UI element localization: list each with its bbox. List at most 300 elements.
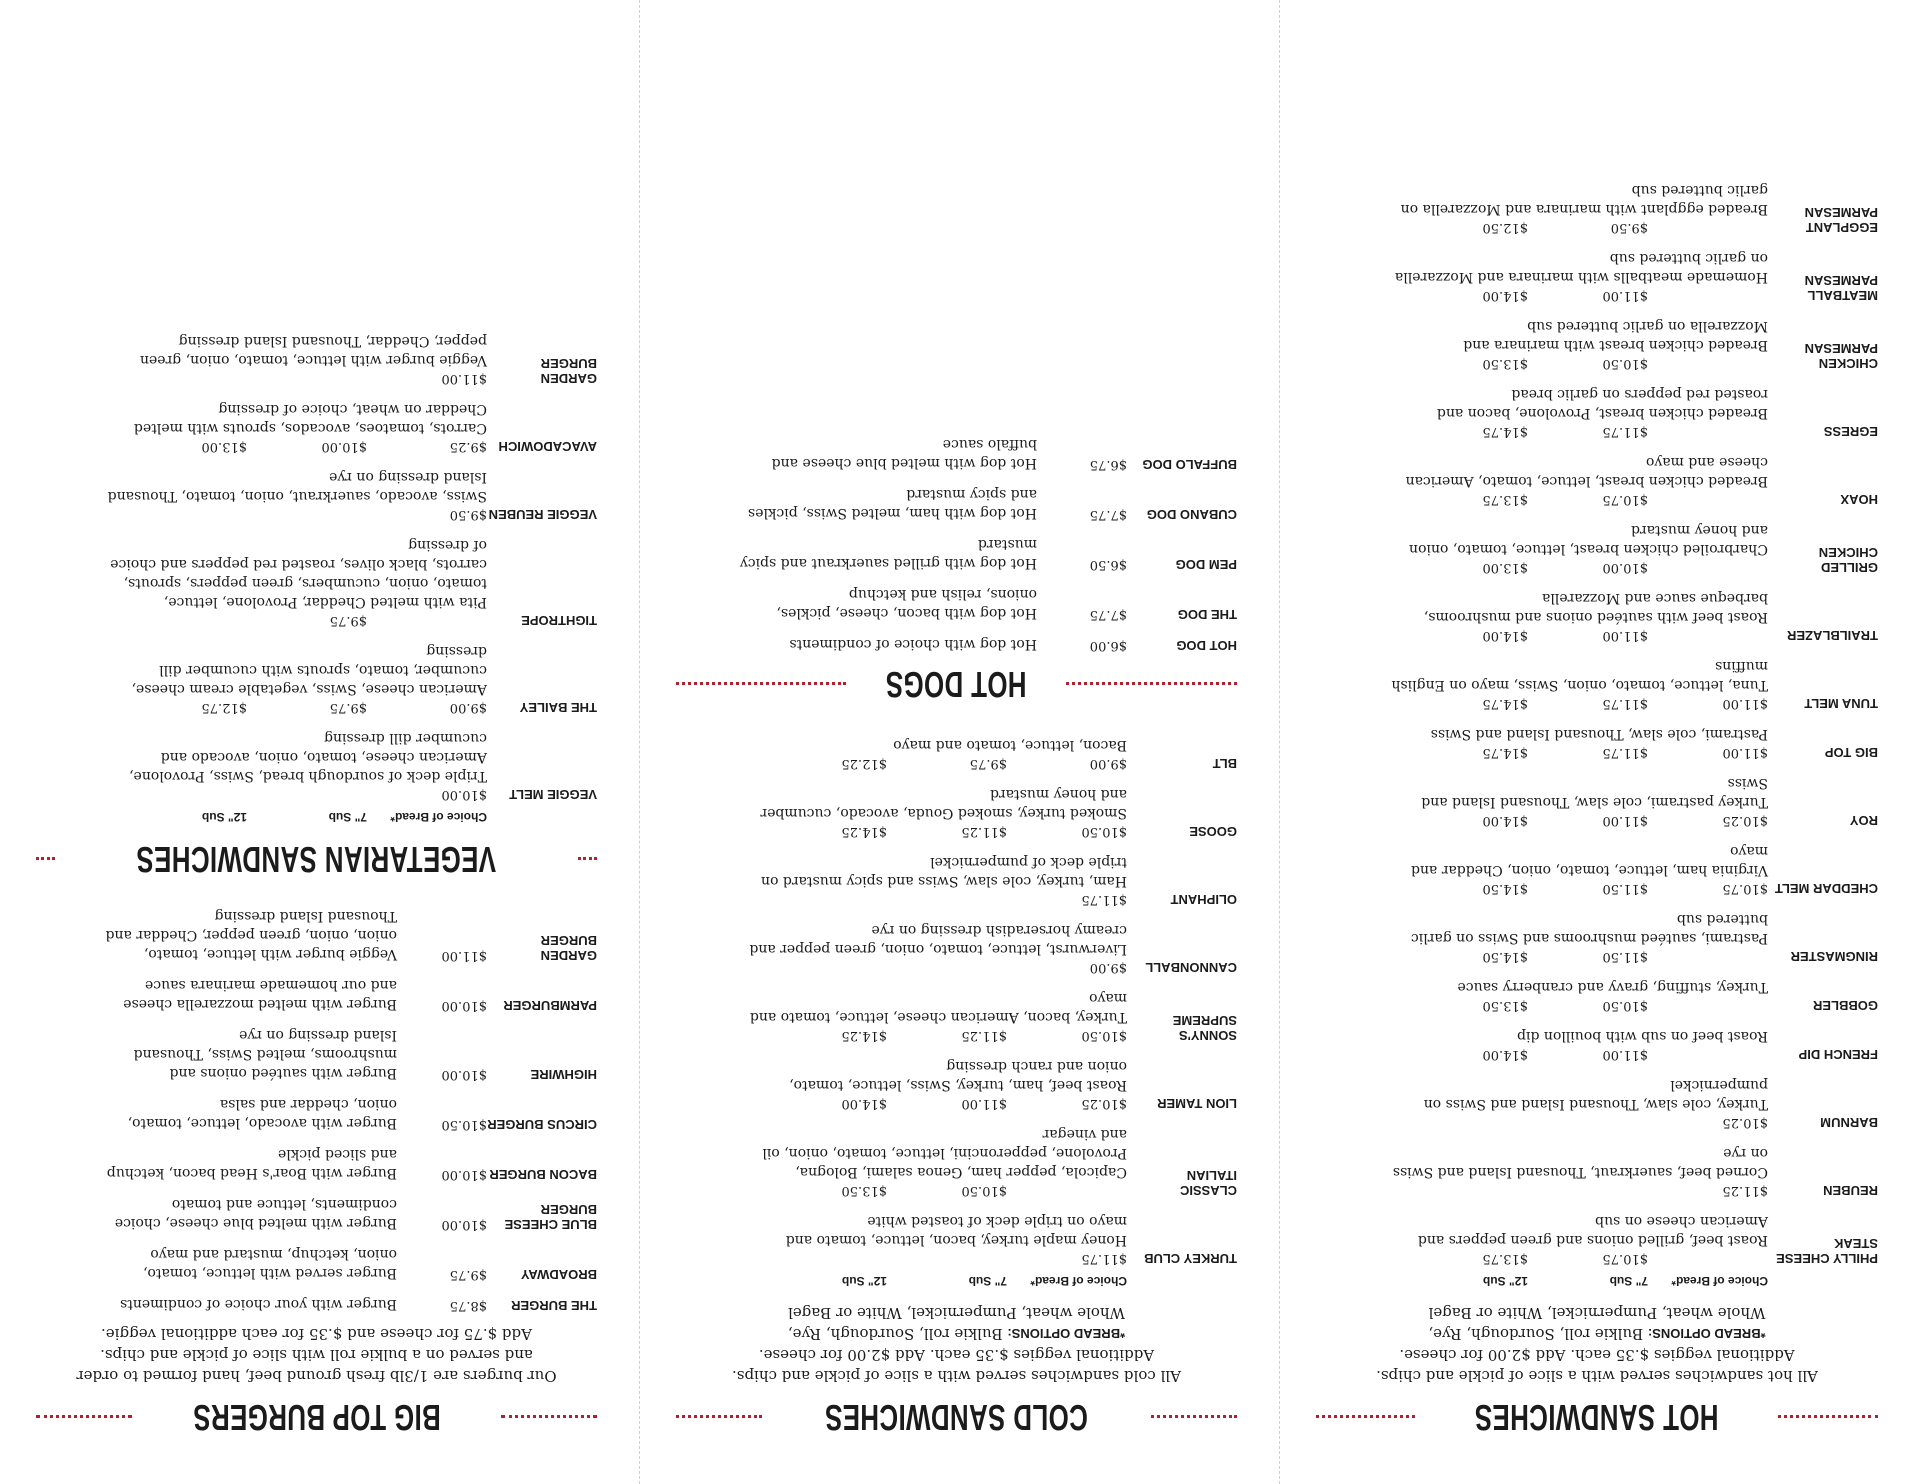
- column-header: 7" Sub: [328, 810, 367, 824]
- item-price: $11.00: [1722, 745, 1768, 760]
- item-price: [767, 892, 887, 907]
- price-column-headers: [676, 1274, 1237, 1288]
- item-prices: [1316, 424, 1768, 439]
- item-price: $9.00: [1089, 960, 1127, 975]
- item-name: RINGMASTER: [1790, 949, 1878, 964]
- item-price: $11.25: [1722, 1183, 1768, 1198]
- item-name: PHILLY CHEESE STEAK: [1776, 1236, 1878, 1266]
- item-prices: [1316, 998, 1768, 1013]
- item-name: TUNA MELT: [1804, 696, 1878, 711]
- item-description: Capicola, pepper ham, Genoa salami, Bologna, Provolone, pepperoncini, lettuce, tomato, onion, oil and vinegar: [762, 1126, 1127, 1180]
- item-prices: [676, 824, 1127, 839]
- column-header: Choice of Bread*: [390, 810, 487, 824]
- item-price: [887, 892, 1007, 907]
- menu-item: [676, 784, 1237, 839]
- intro-line: Our burgers are 1/3lb fresh ground beef, hand formed to order: [76, 1367, 557, 1385]
- menu-item: [36, 1244, 597, 1282]
- item-name: OLIPHANT: [1170, 892, 1237, 907]
- item-description: Roast beef, ham, turkey, Swiss, lettuce, tomato, onion and ranch dressing: [789, 1058, 1127, 1093]
- dotted-rule: [578, 858, 597, 861]
- burger-list: [36, 906, 597, 1313]
- dotted-rule: [676, 683, 847, 686]
- item-name: ROY: [1849, 813, 1878, 828]
- item-description: Hot dog with choice of condiments: [789, 636, 1037, 652]
- item-description: Pastrami, cole slaw, Thousand Island and Swiss: [1430, 726, 1768, 742]
- section-intro: [46, 1323, 587, 1386]
- item-price: $9.50: [1610, 220, 1648, 235]
- menu-item: [36, 1094, 597, 1132]
- item-details: [1316, 1143, 1768, 1198]
- item-price: $14.75: [1482, 745, 1528, 760]
- item-description: Burger with your choice of condiments: [120, 1296, 397, 1312]
- item-details: [1316, 452, 1768, 507]
- item-description: Breaded chicken breast, lettuce, tomato, American cheese and mayo: [1405, 454, 1768, 489]
- menu-item: [1316, 977, 1878, 1013]
- menu-item: [676, 735, 1237, 771]
- item-details: [676, 735, 1127, 771]
- item-price: $13.50: [1482, 998, 1528, 1013]
- item-price: [1648, 424, 1768, 439]
- item-name: BUFFALO DOG: [1142, 457, 1237, 472]
- dotted-rule: [1067, 683, 1238, 686]
- item-description: Hot dog with grilled sauerkraut and spicy mustard: [739, 536, 1037, 571]
- menu-item: [1316, 724, 1878, 760]
- item-details: [36, 467, 487, 522]
- item-details: [1316, 520, 1768, 575]
- item-price: $10.50: [1081, 1028, 1127, 1043]
- menu-item: [676, 1124, 1237, 1198]
- item-price: $9.25: [449, 439, 487, 454]
- item-price: $10.50: [1602, 998, 1648, 1013]
- item-prices: [36, 507, 487, 522]
- big-top-burgers-header: [36, 1396, 597, 1438]
- spacer: [1127, 1274, 1237, 1288]
- hot-dogs-header: [676, 663, 1237, 705]
- item-name: BACON BURGER: [489, 1167, 597, 1182]
- item-price: [127, 613, 247, 628]
- item-prices: [1316, 1115, 1768, 1130]
- menu-item: [36, 975, 597, 1013]
- column-header: Choice of Bread*: [1030, 1274, 1127, 1288]
- price-column-headers: [36, 810, 597, 824]
- menu-item: [1316, 841, 1878, 896]
- item-details: [1316, 1075, 1768, 1130]
- menu-item: [1316, 909, 1878, 964]
- item-prices: [1316, 288, 1768, 303]
- item-description: Burger with sautéed onions and mushrooms, melted Swiss, Thousand Island dressing on rye: [133, 1027, 397, 1081]
- item-description: Roast beef, grilled onions and green peppers and American cheese on sub: [1417, 1213, 1768, 1248]
- vegetarian-list: [36, 331, 597, 802]
- item-price: $11.75: [1602, 424, 1648, 439]
- item-price: $14.50: [1482, 881, 1528, 896]
- item-details: [1316, 977, 1768, 1013]
- item-name: GOBBLER: [1813, 998, 1878, 1013]
- item-price: [1648, 288, 1768, 303]
- item-description: Breaded chicken breast with marinara and Mozzarella on garlic buttered sub: [1463, 318, 1768, 353]
- item-price: $14.00: [1482, 1047, 1528, 1062]
- item-details: [676, 852, 1127, 907]
- item-description: Liverwurst, lettuce, tomato, onion, green pepper and creamy horseradish dressing on rye: [749, 922, 1127, 957]
- item-price: [1528, 1115, 1648, 1130]
- item-details: [36, 728, 487, 802]
- item-description: Smoked turkey, smoked Gouda, avocado, cucumber and honey mustard: [760, 786, 1127, 821]
- menu-item: [1316, 248, 1878, 303]
- dotted-rule: [501, 1416, 597, 1419]
- item-price: $9.75: [329, 613, 367, 628]
- item-price: $9.50: [449, 507, 487, 522]
- item-price: [767, 1251, 887, 1266]
- item-name: CHICKEN PARMESAN: [1804, 341, 1878, 371]
- item-name: BARNUM: [1820, 1115, 1878, 1130]
- dotted-rule: [1151, 1416, 1237, 1419]
- menu-item: [1316, 656, 1878, 711]
- column-header: 12" Sub: [201, 810, 247, 824]
- item-price: $8.75: [449, 1298, 487, 1313]
- item-price: $14.25: [841, 824, 887, 839]
- item-description: Pita with melted Cheddar, Provolone, lettuce, tomato, onion, cucumbers, green peppers, sprouts, carrots, black olives, roasted red peppers and choice of dressing: [110, 537, 487, 610]
- item-price: [247, 507, 367, 522]
- item-prices: [36, 787, 487, 802]
- item-name: TRAILBLAZER: [1787, 628, 1878, 643]
- item-price: $14.00: [1482, 628, 1528, 643]
- item-name: BROADWAY: [520, 1267, 597, 1282]
- panel-cold-sandwiches: [640, 0, 1280, 1484]
- item-details: [1316, 1026, 1768, 1062]
- item-details: [1316, 384, 1768, 439]
- item-details: [676, 784, 1127, 839]
- item-price: $13.75: [1482, 1251, 1528, 1266]
- item-price: $10.50: [441, 1117, 487, 1132]
- item-price: $10.50: [1081, 824, 1127, 839]
- item-details: [676, 988, 1127, 1043]
- item-prices: [36, 371, 487, 386]
- item-price: $11.00: [441, 948, 487, 963]
- item-details: [36, 641, 487, 715]
- item-prices: [1316, 220, 1768, 235]
- item-prices: [1316, 356, 1768, 371]
- item-price: $14.00: [1482, 813, 1528, 828]
- menu-item: [676, 634, 1237, 653]
- item-description: Turkey pastrami, cole slaw, Thousand Island and Swiss: [1421, 775, 1768, 810]
- item-details: [1316, 909, 1768, 964]
- price-column-headers: [1316, 1274, 1878, 1288]
- section-title: HOT DOGS: [885, 664, 1028, 705]
- item-description: Burger with melted mozzarella cheese and our homemade marinara sauce: [123, 977, 397, 1012]
- big-top-burgers-section: [36, 906, 597, 1438]
- column-header: 7" Sub: [1609, 1274, 1648, 1288]
- item-price: [1648, 492, 1768, 507]
- cold-sandwich-list: [676, 735, 1237, 1266]
- item-details: [676, 1124, 1127, 1198]
- item-details: [1316, 180, 1768, 235]
- item-price: $14.75: [1482, 424, 1528, 439]
- item-price: [1648, 1251, 1768, 1266]
- bread-options: [686, 1323, 1227, 1344]
- item-details: [1316, 773, 1768, 828]
- item-price: $11.00: [1602, 288, 1648, 303]
- item-price: $7.75: [1089, 607, 1127, 622]
- item-details: [1316, 656, 1768, 711]
- bread-options: [1326, 1323, 1868, 1344]
- item-price: [1408, 1183, 1528, 1198]
- item-description: Breaded chicken breast, Provolone, bacon and roasted red peppers on garlic bread: [1436, 386, 1768, 421]
- hot-sandwich-list: [1316, 180, 1878, 1266]
- item-description: Roast beef on sub with bouillon dip: [1517, 1028, 1768, 1044]
- menu-item: [676, 434, 1237, 472]
- item-price: $14.00: [1482, 288, 1528, 303]
- item-price: $10.75: [1602, 1251, 1648, 1266]
- section-title: VEGETARIAN SANDWICHES: [136, 839, 497, 880]
- item-name: MEATBALL PARMESAN: [1804, 273, 1878, 303]
- item-prices: [1316, 696, 1768, 711]
- item-details: [1316, 1211, 1768, 1266]
- item-price: $11.75: [1602, 745, 1648, 760]
- item-price: [1648, 998, 1768, 1013]
- item-description: Roast beef with sautéed onions and mushrooms, barbeque sauce and Mozzarella: [1423, 590, 1768, 625]
- item-prices: [1316, 1047, 1768, 1062]
- item-name: BLT: [1212, 756, 1237, 771]
- item-price: $11.00: [961, 1096, 1007, 1111]
- menu-item: [36, 535, 597, 628]
- item-description: Charbroiled chicken breast, lettuce, tomato, onion and honey mustard: [1409, 522, 1768, 557]
- dotted-rule: [36, 1416, 132, 1419]
- item-name: HOAX: [1840, 492, 1878, 507]
- item-name: EGGPLANT PARMESAN: [1804, 205, 1878, 235]
- menu-item: [1316, 588, 1878, 643]
- item-price: $6.00: [1089, 638, 1127, 653]
- cold-sandwiches-section: [676, 735, 1237, 1438]
- item-price: [767, 960, 887, 975]
- item-price: $9.00: [449, 700, 487, 715]
- item-price: $7.75: [1089, 507, 1127, 522]
- panel-hot-sandwiches: [1280, 0, 1920, 1484]
- item-price: $11.25: [961, 824, 1007, 839]
- item-description: Turkey, bacon, American cheese, lettuce, tomato and mayo: [749, 990, 1127, 1025]
- item-price: $9.00: [1089, 756, 1127, 771]
- bread-options-text-2: Whole wheat, Pumpernickel, White or Bagel: [1428, 1304, 1766, 1322]
- item-price: $11.00: [1602, 628, 1648, 643]
- column-header: 7" Sub: [968, 1274, 1007, 1288]
- item-price: $11.50: [1602, 949, 1648, 964]
- item-prices: [1316, 813, 1768, 828]
- item-details: [1316, 316, 1768, 371]
- item-price: $9.75: [329, 700, 367, 715]
- item-name: TIGHTROPE: [521, 613, 597, 628]
- item-name: CUBANO DOG: [1146, 507, 1237, 522]
- dotted-rule: [36, 858, 55, 861]
- item-price: $11.00: [1722, 696, 1768, 711]
- intro-line: Additional veggies $.35 each. Add $2.00 for cheese.: [1399, 1346, 1795, 1364]
- intro-line: All cold sandwiches served with a slice of pickle and chips.: [732, 1367, 1181, 1385]
- item-details: [36, 399, 487, 454]
- item-price: [1648, 356, 1768, 371]
- menu-item: [676, 852, 1237, 907]
- item-name: CIRCUS BURGER: [487, 1117, 597, 1132]
- item-name: PEM DOG: [1175, 557, 1237, 572]
- item-price: [127, 371, 247, 386]
- item-price: $10.25: [1722, 813, 1768, 828]
- menu-item: [1316, 384, 1878, 439]
- item-price: $10.00: [441, 998, 487, 1013]
- spacer: [487, 810, 597, 824]
- bread-options-text: Bulkie roll, Sourdough, Rye,: [1428, 1325, 1644, 1343]
- hot-dogs-section: [676, 434, 1237, 705]
- item-price: $10.50: [1602, 356, 1648, 371]
- menu-item: [676, 1211, 1237, 1266]
- item-description: Veggie burger with lettuce, tomato, onion, onion, green pepper, Cheddar and Thousand Island dressing: [105, 908, 397, 962]
- item-description: Hot dog with ham, melted Swiss, pickles and spicy mustard: [747, 486, 1037, 521]
- menu-item: [36, 728, 597, 802]
- item-name: GARDEN BURGER: [540, 933, 597, 963]
- item-price: $11.00: [441, 371, 487, 386]
- item-details: [676, 1211, 1127, 1266]
- item-price: $10.00: [441, 1167, 487, 1182]
- item-prices: [1316, 949, 1768, 964]
- item-name: AVACADOWICH: [498, 439, 597, 454]
- item-description: Virginia ham, lettuce, tomato, onion, Cheddar and mayo: [1410, 843, 1768, 878]
- item-prices: [1316, 628, 1768, 643]
- item-description: Ham, turkey, cole slaw, Swiss and spicy mustard on triple deck of pumpernickel: [761, 854, 1127, 889]
- intro-line: and served on a bulkie roll with slice of pickle and chips.: [100, 1346, 533, 1364]
- menu-item: [1316, 1026, 1878, 1062]
- item-details: [676, 1056, 1127, 1111]
- item-price: $9.75: [969, 756, 1007, 771]
- hot-sandwiches-section: [1316, 180, 1878, 1438]
- item-price: $11.50: [1602, 881, 1648, 896]
- menu-item: [36, 1194, 597, 1232]
- item-prices: [1316, 881, 1768, 896]
- item-price: [1648, 220, 1768, 235]
- item-price: $13.50: [841, 1183, 887, 1198]
- item-details: [1316, 841, 1768, 896]
- dotted-rule: [676, 1416, 762, 1419]
- section-title: HOT SANDWICHES: [1474, 1397, 1720, 1438]
- item-price: $10.75: [1602, 492, 1648, 507]
- hot-sandwiches-header: [1316, 1396, 1878, 1438]
- item-name: CHEDDAR MELT: [1774, 881, 1878, 896]
- item-description: Burger with avocado, lettuce, tomato, onion, cheddar and salsa: [127, 1096, 397, 1131]
- menu-item: [1316, 316, 1878, 371]
- item-price: $10.00: [321, 439, 367, 454]
- item-price: [1648, 1047, 1768, 1062]
- item-name: VEGGIE MELT: [509, 787, 597, 802]
- intro-line: Add $.75 for cheese and $.35 for each additional veggie.: [101, 1325, 532, 1343]
- menu-item: [1316, 773, 1878, 828]
- item-prices: [676, 756, 1127, 771]
- item-prices: [1316, 560, 1768, 575]
- column-header: 12" Sub: [841, 1274, 887, 1288]
- menu-item: [676, 534, 1237, 572]
- item-details: [36, 331, 487, 386]
- item-price: [1408, 1115, 1528, 1130]
- item-description: Triple deck of sourdough bread, Swiss, Provolone, American cheese, tomato, onion, avocado and cucumber dill dressing: [129, 730, 487, 784]
- item-details: [1316, 248, 1768, 303]
- item-price: [1648, 949, 1768, 964]
- section-intro: [686, 1302, 1227, 1386]
- item-name: CLASSIC ITALIAN: [1179, 1168, 1237, 1198]
- item-name: SONNY'S SUPREME: [1172, 1013, 1237, 1043]
- menu-item: [36, 1025, 597, 1082]
- item-price: $10.50: [961, 1183, 1007, 1198]
- item-details: [676, 920, 1127, 975]
- item-details: [36, 535, 487, 628]
- dotted-rule: [1779, 1416, 1879, 1419]
- item-name: HOT DOG: [1176, 638, 1237, 653]
- menu-item: [36, 399, 597, 454]
- item-price: $11.25: [961, 1028, 1007, 1043]
- item-prices: [36, 700, 487, 715]
- item-description: Hot dog with melted blue cheese and buffalo sauce: [771, 436, 1037, 471]
- item-price: $10.25: [1722, 1115, 1768, 1130]
- menu-item: [676, 920, 1237, 975]
- item-description: Tuna, lettuce, tomato, onion, Swiss, mayo on English muffins: [1391, 658, 1768, 693]
- item-description: Turkey, cole slaw, Thousand Island and Swiss on pumpernickel: [1423, 1077, 1768, 1112]
- item-price: [887, 960, 1007, 975]
- item-description: Turkey, stuffing, gravy and cranberry sauce: [1457, 979, 1768, 995]
- menu-item: [1316, 180, 1878, 235]
- item-prices: [676, 1183, 1127, 1198]
- item-name: THE BAILEY: [519, 700, 597, 715]
- intro-line: All hot sandwiches served with a slice of pickle and chips.: [1376, 1367, 1818, 1385]
- hot-dog-list: [676, 434, 1237, 653]
- item-name: PARMBURGER: [503, 998, 597, 1013]
- item-name: GRILLED CHICKEN: [1818, 545, 1878, 575]
- column-header: Choice of Bread*: [1671, 1274, 1768, 1288]
- item-price: $14.25: [841, 1028, 887, 1043]
- menu-item: [36, 1294, 597, 1313]
- item-prices: [1316, 492, 1768, 507]
- bread-options-text-2: Whole wheat, Pumpernickel, White or Bagel: [788, 1304, 1125, 1322]
- item-price: $13.00: [1482, 560, 1528, 575]
- item-price: $13.00: [201, 439, 247, 454]
- menu-item: [36, 641, 597, 715]
- section-intro: [1326, 1302, 1868, 1386]
- item-price: $12.75: [201, 700, 247, 715]
- item-name: CANNONBALL: [1145, 960, 1237, 975]
- item-prices: [676, 1028, 1127, 1043]
- item-details: [1316, 724, 1768, 760]
- item-price: [127, 787, 247, 802]
- item-name: THE DOG: [1177, 607, 1237, 622]
- item-price: $14.50: [1482, 949, 1528, 964]
- menu-item: [36, 906, 597, 963]
- item-description: Corned beef, sauerkraut, Thousand Island and Swiss on rye: [1392, 1145, 1768, 1180]
- item-description: Swiss, avocado, sauerkraut, onion, tomato, Thousand Island dressing on rye: [107, 469, 487, 504]
- section-title: COLD SANDWICHES: [824, 1397, 1089, 1438]
- item-price: [1528, 1183, 1648, 1198]
- panel-burgers: [0, 0, 640, 1484]
- bread-options-label: *BREAD OPTIONS:: [1647, 1326, 1766, 1341]
- item-price: $6.50: [1089, 557, 1127, 572]
- item-prices: [1316, 1183, 1768, 1198]
- menu-item: [1316, 520, 1878, 575]
- menu-item: [36, 467, 597, 522]
- item-price: $13.75: [1482, 492, 1528, 507]
- item-price: $11.75: [1602, 696, 1648, 711]
- spacer: [1768, 1274, 1878, 1288]
- item-price: $11.75: [1081, 1251, 1127, 1266]
- menu-item: [1316, 1143, 1878, 1198]
- item-prices: [676, 892, 1127, 907]
- item-price: $10.25: [1081, 1096, 1127, 1111]
- item-price: $13.50: [1482, 356, 1528, 371]
- menu-item: [1316, 1211, 1878, 1266]
- item-price: $10.00: [1602, 560, 1648, 575]
- item-price: $6.75: [1089, 457, 1127, 472]
- dotted-rule: [1316, 1416, 1416, 1419]
- menu-item: [676, 484, 1237, 522]
- item-price: [367, 613, 487, 628]
